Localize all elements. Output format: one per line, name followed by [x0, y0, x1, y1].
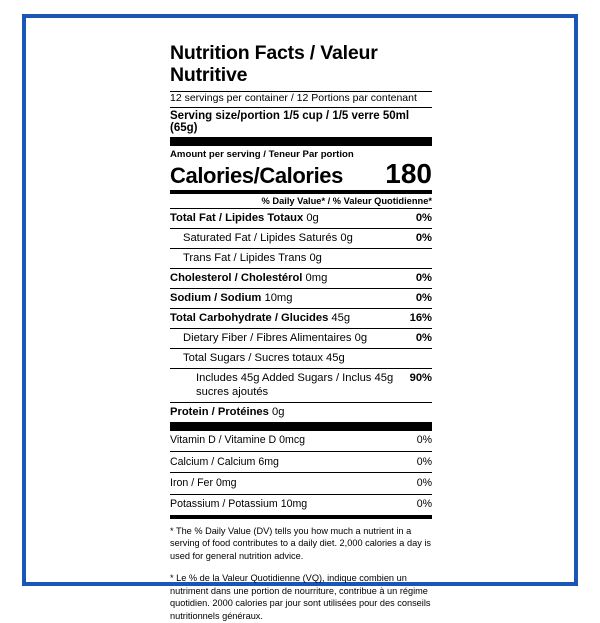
nutrient-name-amount	[170, 271, 333, 285]
vitamin-dv: 0%	[416, 434, 432, 447]
vitamin-name: Vitamin D / Vitamine D	[170, 434, 277, 447]
table-row	[170, 228, 432, 248]
nutrient-name: Total Sugars / Sucres totaux	[183, 352, 323, 365]
nutrient-amount: 0g	[306, 212, 319, 225]
amount-per-serving-label: Amount per serving / Teneur Par portion	[170, 148, 354, 160]
nutrient-name-amount	[170, 211, 325, 225]
nutrient-amount: 0mg	[305, 272, 328, 285]
table-row	[170, 288, 432, 308]
nutrient-name: Sodium / Sodium	[170, 292, 262, 305]
nutrition-facts-panel	[170, 42, 432, 623]
nutrient-dv: 90%	[409, 372, 432, 385]
nutrient-name: Total Carbohydrate / Glucides	[170, 312, 329, 325]
table-row	[170, 451, 432, 472]
nutrient-name-amount	[170, 331, 373, 345]
vitamin-dv: 0%	[416, 455, 432, 468]
serving-size: Serving size/portion 1/5 cup / 1/5 verre 50ml (65g)	[170, 109, 410, 134]
nutrient-amount: 10mg	[264, 292, 293, 305]
table-row	[170, 248, 432, 268]
nutrient-amount: 45g	[331, 312, 351, 325]
nutrient-name-amount	[170, 251, 328, 265]
table-row	[170, 494, 432, 515]
calories-row	[170, 157, 432, 190]
nutrient-name-amount	[170, 231, 359, 245]
nutrient-name-amount	[170, 405, 290, 419]
table-row	[170, 308, 432, 328]
vitamin-name-amount	[170, 434, 311, 447]
vitamin-rows	[170, 431, 432, 515]
nutrient-dv: 0%	[415, 272, 432, 285]
table-row	[170, 328, 432, 348]
nutrient-name-amount	[170, 291, 298, 305]
nutrient-name: Total Fat / Lipides Totaux	[170, 212, 304, 225]
nutrient-dv: 0%	[415, 212, 432, 225]
table-row	[170, 368, 432, 402]
divider-thick-vitamins	[170, 422, 432, 431]
nutrient-amount: 0g	[340, 232, 353, 245]
vitamin-amount: 10mg	[280, 498, 308, 511]
nutrient-amount: 0g	[309, 252, 322, 265]
vitamin-name: Potassium / Potassium	[170, 498, 278, 511]
calories-value: 180	[385, 157, 432, 189]
vitamin-name-amount	[170, 456, 285, 469]
vitamin-amount: 6mg	[258, 455, 279, 468]
nutrient-dv: 0%	[415, 232, 432, 245]
vitamin-name: Iron / Fer	[170, 476, 213, 489]
nutrient-amount: 0g	[271, 406, 285, 419]
nutrient-name: Protein / Protéines	[170, 406, 269, 419]
nutrient-name: Saturated Fat / Lipides Saturés	[183, 232, 338, 245]
footnotes	[170, 519, 432, 623]
nutrient-dv: 16%	[409, 312, 432, 325]
vitamin-name: Calcium / Calcium	[170, 455, 256, 468]
nutrient-rows	[170, 208, 432, 422]
divider-thick-calories	[170, 137, 432, 146]
nutrient-name-amount	[170, 351, 351, 365]
vitamin-dv: 0%	[416, 498, 432, 511]
table-row	[170, 431, 432, 451]
nutrient-name: Includes 45g Added Sugars / Inclus 45g sucres ajoutés	[196, 372, 394, 399]
vitamin-name-amount	[170, 477, 243, 490]
footnote-english: * The % Daily Value (DV) tells you how much a nutrient in a serving of food contributes to a daily diet. 2,000 calories a day is used for general nutrition advice.	[170, 525, 431, 562]
nutrient-amount: 45g	[326, 352, 345, 365]
calories-label: Calories/Calories	[170, 162, 343, 188]
nutrient-name: Cholesterol / Cholestérol	[170, 272, 303, 285]
footnote-french: * Le % de la Valeur Quotidienne (VQ), indique combien un nutriment dans une portion de nourriture, contribue à un régime quotidien. 2000 calories par jour sont utilisées pour des conseils nutritionnels généraux.	[170, 572, 431, 621]
table-row	[170, 472, 432, 493]
nutrient-name: Trans Fat / Lipides Trans	[183, 252, 307, 265]
vitamin-amount: 0mg	[215, 476, 237, 489]
nutrient-dv: 0%	[415, 332, 432, 345]
table-row	[170, 268, 432, 288]
table-row	[170, 402, 432, 422]
nutrient-amount: 0g	[354, 332, 368, 345]
vitamin-name-amount	[170, 498, 313, 511]
table-row	[170, 348, 432, 368]
nutrient-name-amount	[170, 311, 356, 325]
vitamin-amount: 0mcg	[279, 434, 306, 447]
nutrient-name-amount	[170, 371, 410, 399]
nutrient-dv: 0%	[415, 292, 432, 305]
daily-value-header: % Daily Value* / % Valeur Quotidienne*	[261, 195, 432, 206]
servings-per-container: 12 servings per container / 12 Portions par contenant	[170, 91, 417, 104]
page-title: Nutrition Facts / Valeur Nutritive	[170, 42, 378, 87]
nutrient-name: Dietary Fiber / Fibres Alimentaires	[183, 332, 352, 345]
vitamin-dv: 0%	[416, 476, 432, 489]
table-row	[170, 208, 432, 228]
